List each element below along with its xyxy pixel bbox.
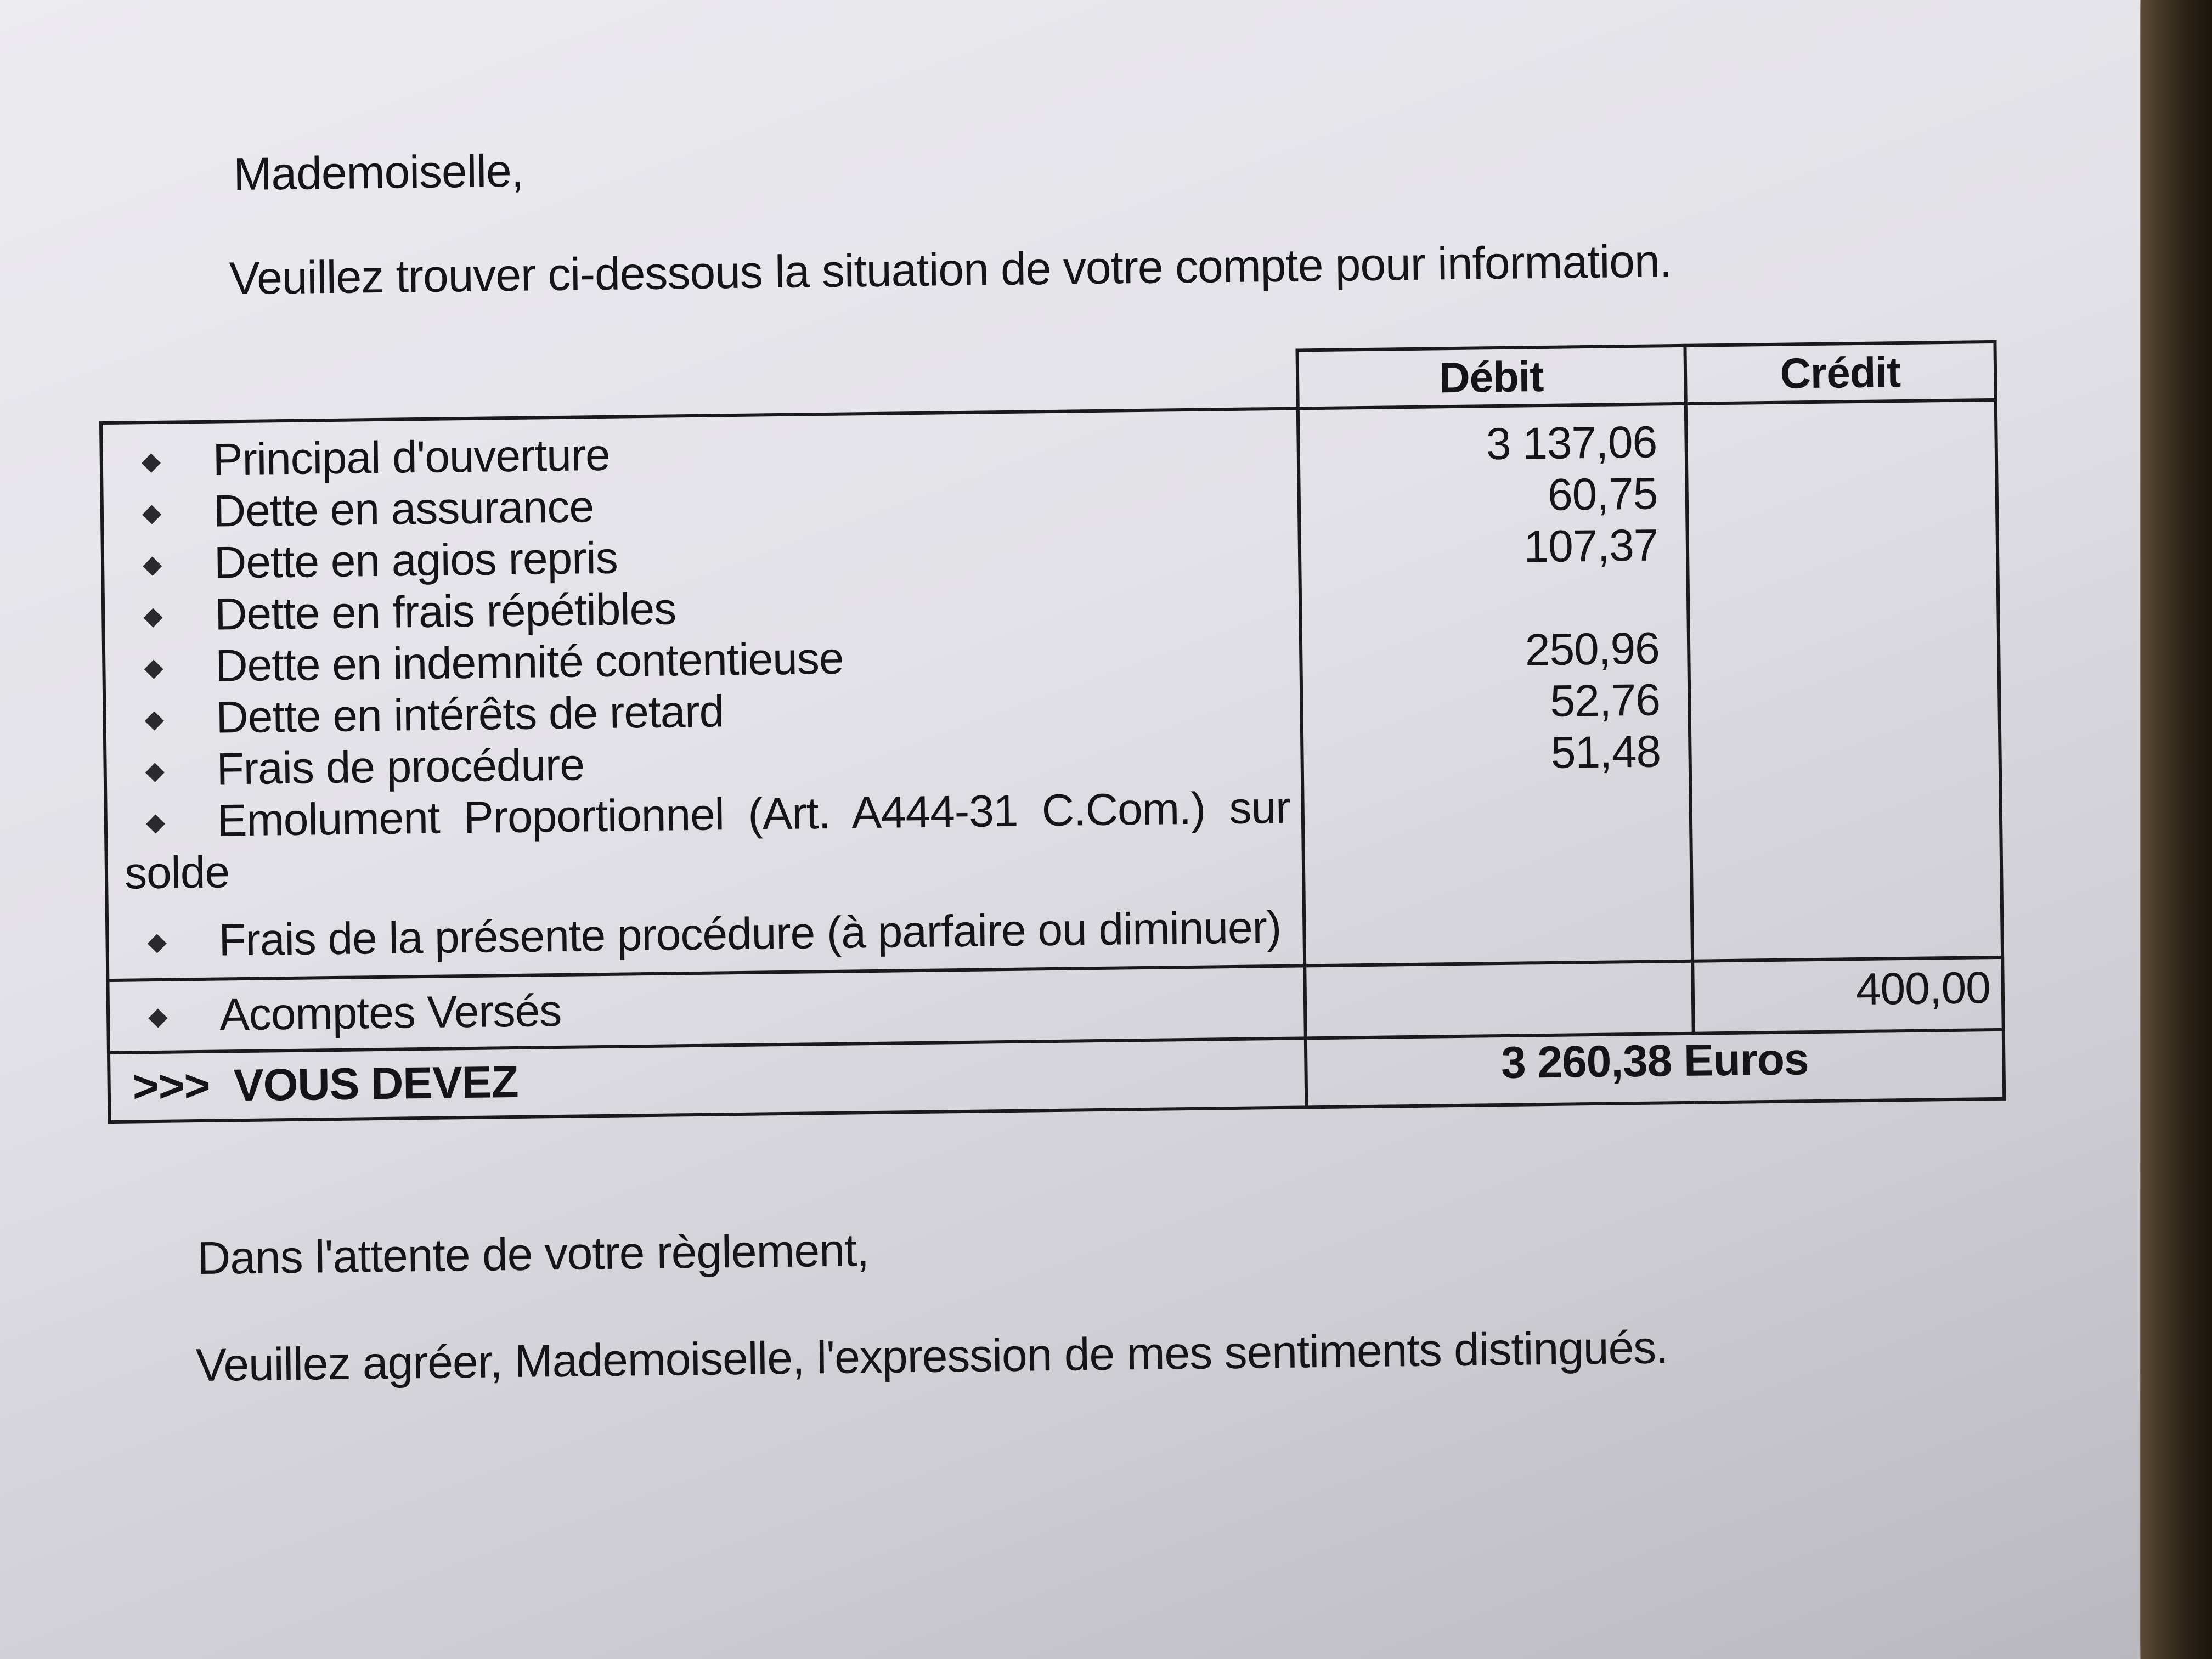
- header-debit: Débit: [1297, 346, 1685, 409]
- bullet-icon: ◆: [144, 652, 163, 682]
- acomptes-label-cell: [108, 966, 1305, 1053]
- debit-value: [1312, 571, 1659, 627]
- list-item: [121, 977, 1293, 1042]
- items-row: [101, 400, 2002, 980]
- bullet-icon: ◆: [142, 498, 161, 527]
- items-credits: [1685, 400, 2002, 961]
- bullet-icon: ◆: [145, 755, 165, 785]
- item-label: Dette en frais répétibles: [214, 584, 676, 640]
- acomptes-credit: 400,00: [1692, 957, 2004, 1034]
- emolument-line2: solde: [124, 847, 230, 899]
- bullet-icon: ◆: [144, 704, 164, 733]
- closing-regards: Veuillez agréer, Mademoiselle, l'expression de mes sentiments distingués.: [195, 1321, 1669, 1391]
- item-label: Principal d'ouverture: [212, 430, 611, 485]
- items-labels: [101, 408, 1305, 980]
- list-item-emolument: [118, 782, 1291, 900]
- acomptes-label: Acomptes Versés: [219, 985, 562, 1040]
- bullet-icon: ◆: [143, 601, 162, 630]
- background-edge: [2141, 0, 2212, 1659]
- salutation: Mademoiselle,: [233, 144, 524, 200]
- intro-text: Veuillez trouver ci-dessous la situation de votre compte pour information.: [229, 235, 1672, 304]
- bullet-icon: ◆: [147, 927, 167, 956]
- emolument-line1: Emolument Proportionnel (Art. A444-31 C.Com.) sur: [217, 782, 1291, 846]
- items-debits: [1298, 404, 1692, 966]
- total-value: 3 260,38 Euros: [1306, 1030, 2005, 1108]
- account-table: [99, 340, 2006, 1124]
- acomptes-debit: [1305, 961, 1693, 1039]
- header-credit: Crédit: [1685, 342, 1996, 404]
- bullet-icon: ◆: [142, 549, 162, 579]
- item-label: Dette en intérêts de retard: [215, 686, 724, 743]
- debit-value: 60,75: [1547, 469, 1658, 520]
- bullet-icon: ◆: [145, 807, 165, 837]
- item-label: Frais de la présente procédure (à parfaire ou diminuer): [218, 902, 1282, 966]
- debit-value: 3 137,06: [1486, 417, 1657, 470]
- bullet-icon: ◆: [148, 1001, 167, 1031]
- debit-value: 52,76: [1550, 675, 1661, 726]
- total-label: >>> VOUS DEVEZ: [109, 1038, 1306, 1122]
- list-item: [120, 902, 1292, 968]
- debit-value: 250,96: [1525, 623, 1660, 675]
- closing-wait: Dans l'attente de votre règlement,: [196, 1224, 870, 1284]
- bullet-icon: ◆: [141, 446, 161, 476]
- debit-value: 51,48: [1550, 726, 1661, 778]
- item-label: Dette en indemnité contentieuse: [215, 633, 844, 691]
- item-label: Dette en assurance: [213, 482, 594, 537]
- debit-value: 107,37: [1523, 520, 1658, 572]
- item-label: Dette en agios repris: [213, 533, 618, 588]
- item-label: Frais de procédure: [216, 740, 585, 794]
